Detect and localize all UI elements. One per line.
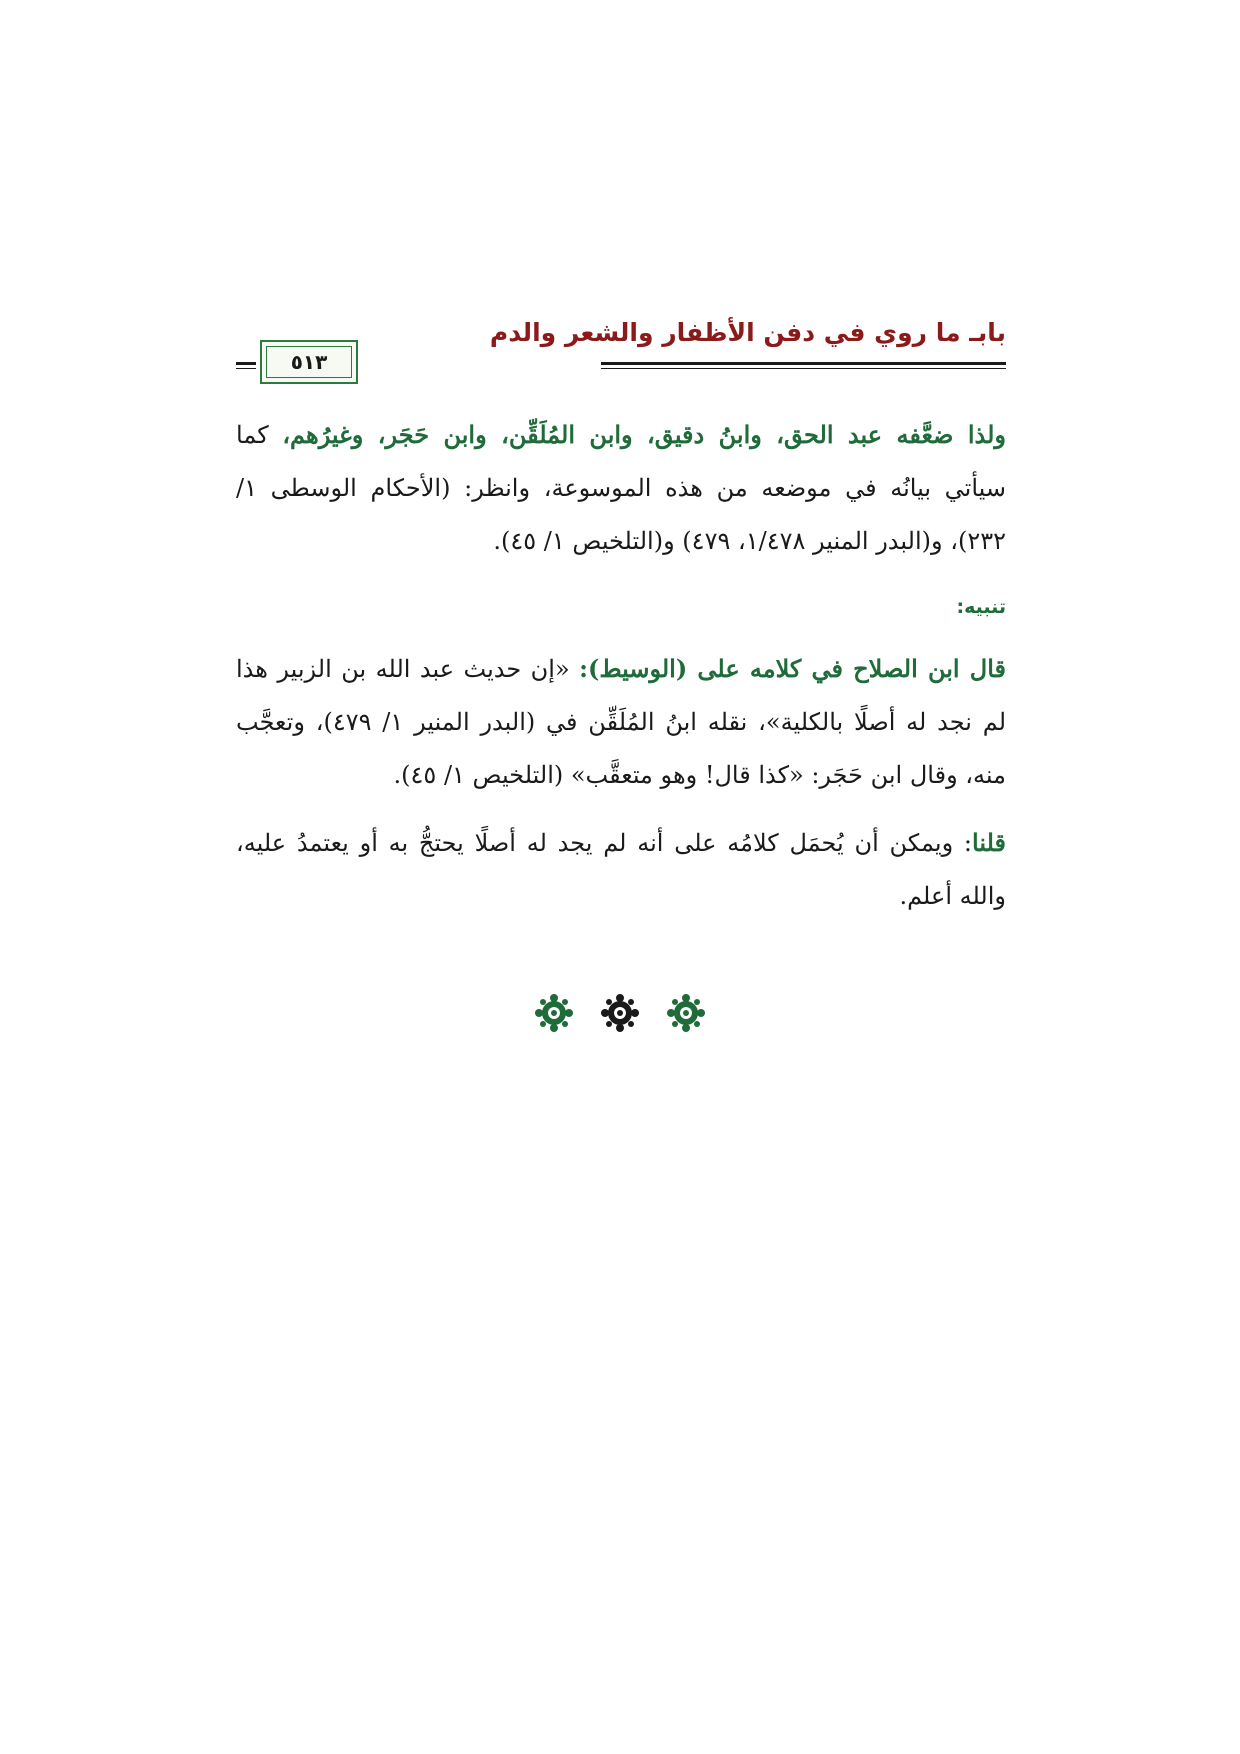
paragraph-3-text: : ويمكن أن يُحمَل كلامُه على أنه لم يجد له أصلًا يحتجُّ به أو يعتمدُ عليه، والله أعلم. <box>236 829 1006 910</box>
paragraph-1-text: كما سيأتي بيانُه في موضعه من هذه الموسوعة، وانظر: (الأحكام الوسطى ١/ ٢٣٢)، و(البدر المنير ١/٤٧٨، ٤٧٩) و(التلخيص ١/ ٤٥). <box>236 421 1007 555</box>
chapter-title: بابـ ما روي في دفن الأظفار والشعر والدم <box>489 318 1006 347</box>
header-rule-left-thick <box>236 362 256 365</box>
page-number-badge <box>260 340 358 384</box>
section-end-ornaments <box>0 993 1240 1033</box>
note-label: تنبيه: <box>956 596 1006 618</box>
paragraph-2-bold: قال ابن الصلاح في كلامه على (الوسيط): <box>579 654 1006 683</box>
paragraph-3 <box>236 816 1006 923</box>
header-rule-thick <box>601 362 1006 365</box>
header-rule-left-thin <box>236 368 256 369</box>
flower-ornament-icon <box>534 993 574 1033</box>
page-body <box>236 408 1006 923</box>
page-number: ٥١٣ <box>290 350 328 374</box>
paragraph-1 <box>236 408 1006 568</box>
paragraph-2 <box>236 642 1006 802</box>
flower-ornament-icon <box>600 993 640 1033</box>
page-header <box>236 318 1006 378</box>
paragraph-3-bold: قلنا <box>972 828 1006 857</box>
paragraph-2-text: «إن حديث عبد الله بن الزبير هذا لم نجد له أصلًا بالكلية»، نقله ابنُ المُلَقِّن في (البدر المنير ١/ ٤٧٩)، وتعجَّب منه، وقال ابن حَجَر: «كذا قال! وهو متعقَّب» (التلخيص ١/ ٤٥). <box>236 655 1007 789</box>
paragraph-1-bold: ولذا ضعَّفه عبد الحق، وابنُ دقيق، وابن المُلَقِّن، وابن حَجَر، وغيرُهم، <box>282 420 1007 449</box>
header-rule-thin <box>601 368 1006 369</box>
flower-ornament-icon <box>666 993 706 1033</box>
